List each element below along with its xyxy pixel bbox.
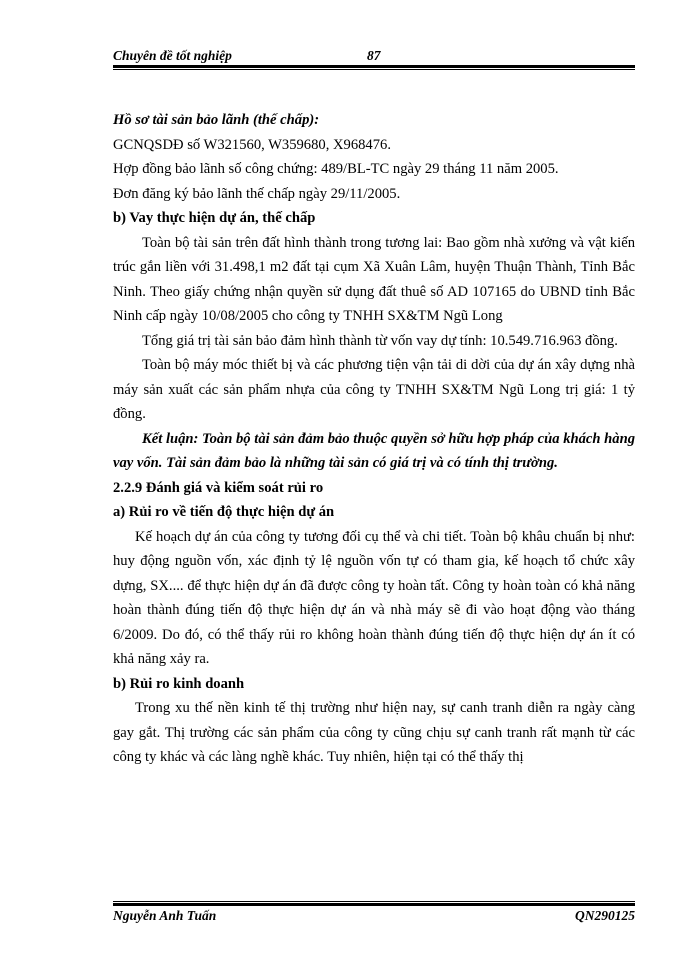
footer-rule-thin: [113, 901, 635, 902]
collateral-line: Hợp đồng bảo lãnh số công chứng: 489/BL-TC ngày 29 tháng 11 năm 2005.: [113, 161, 559, 177]
footer-rule-thick: [113, 903, 635, 906]
paragraph: Trong xu thế nền kinh tế thị trường như hiện nay, sự canh tranh diễn ra ngày càng gay gắt. Thị trường các sản phẩm của công ty cũng chịu sự canh tranh rất mạnh từ các công ty khác và các làng nghề khác. Tuy nhiên, hiện tại có thể thấy thị: [113, 700, 635, 765]
page-body: [113, 108, 635, 770]
header-rule-thick: [113, 65, 635, 68]
subsection-heading-a: a) Rủi ro về tiến độ thực hiện dự án: [113, 504, 335, 520]
paragraph: Kế hoạch dự án của công ty tương đối cụ thể và chi tiết. Toàn bộ khâu chuẩn bị như: huy động nguồn vốn, xác định tỷ lệ nguồn vốn tự có tham gia, kế hoạch tổ chức xây dựng, SX.... để thực hiện dự án đã được công ty hoàn tất. Công ty hoàn toàn có khả năng hoàn thành đúng tiến độ thực hiện dự án và nhà máy sẽ đi vào hoạt động vào tháng 6/2009. Do đó, có thể thấy rủi ro không hoàn thành đúng tiến độ thực hiện dự án ít có khả năng xảy ra.: [113, 528, 635, 667]
paragraph: Tổng giá trị tài sản bảo đảm hình thành từ vốn vay dự tính: 10.549.716.963 đồng.: [142, 332, 618, 349]
paragraph: Toàn bộ tài sản trên đất hình thành trong tương lai: Bao gồm nhà xưởng và vật kiến trúc gắn liền với 31.498,1 m2 đất tại cụm Xã Xuân Lâm, huyện Thuận Thành, Tỉnh Bắc Ninh. Theo giấy chứng nhận quyền sử dụng đất thuê số AD 107165 do UBND tỉnh Bắc Ninh cấp ngày 10/08/2005 cho công ty TNHH SX&TM Ngũ Long: [113, 234, 635, 324]
footer-code: QN290125: [575, 908, 635, 923]
section-heading-b-loan: b) Vay thực hiện dự án, thế chấp: [113, 210, 316, 226]
collateral-heading: Hồ sơ tài sản bảo lãnh (thế chấp):: [113, 112, 320, 128]
conclusion-paragraph: Kết luận: Toàn bộ tài sản đảm bảo thuộc quyền sở hữu hợp pháp của khách hàng vay vốn. Tài sản đảm bảo là những tài sản có giá trị và có tính thị trường.: [113, 430, 635, 471]
footer-author: Nguyễn Anh Tuấn: [113, 908, 217, 923]
collateral-line: Đơn đăng ký bảo lãnh thế chấp ngày 29/11/2005.: [113, 185, 401, 202]
page-header: [113, 44, 635, 66]
header-title: Chuyên đề tốt nghiệp: [113, 48, 232, 63]
subsection-heading-b: b) Rủi ro kinh doanh: [113, 675, 245, 692]
section-heading-2-2-9: 2.2.9 Đánh giá và kiểm soát rủi ro: [113, 479, 324, 496]
paragraph: Toàn bộ máy móc thiết bị và các phương tiện vận tải di dời của dự án xây dựng nhà máy sản xuất các sản phẩm nhựa của công ty TNHH SX&TM Ngũ Long trị giá: 1 tỷ đồng.: [113, 357, 635, 422]
header-rule-thin: [113, 69, 635, 70]
collateral-line: GCNQSDĐ số W321560, W359680, X968476.: [113, 136, 391, 153]
page-number: 87: [367, 48, 381, 63]
